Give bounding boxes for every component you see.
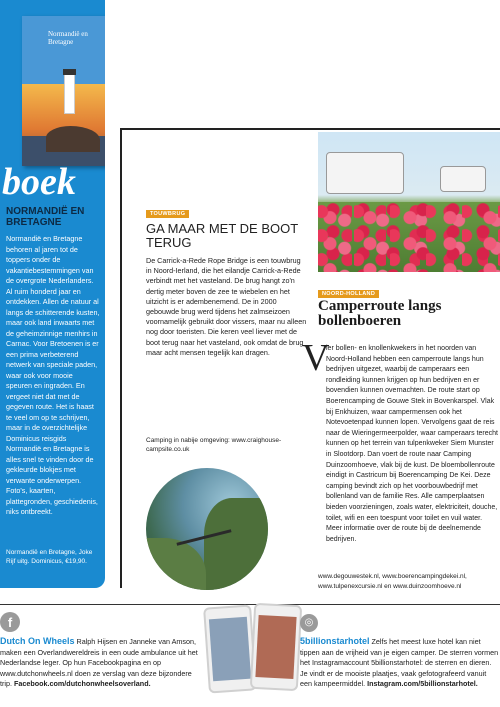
bottom-right-blurb (300, 636, 500, 690)
article-body-camper: ier bollen- en knollenkwekers in het noorden van Noord-Holland hebben een camperroute langs hun bedrijven uitgezet, waarbij de camperaars een rondleiding kunnen krijgen op hun bedrijven en er bovendien kunnen overnachten. De route start op Boerencamping de Gouwe Stek in Bovenkarspel. Vlak bij Enkhuizen, waar campermensen ook het Notevoetenpad kunnen lopen. Vervolgens gaat de reis naar de Wieringermeerpolder, waar camperaars terecht kunnen op het terrein van tulpenkweker Siem Munster in Slootdorp. Dan voert de route naar Camping Duinzoomhoeve, vlak bij de kust. De bloembollenroute eindigt in Castricum bij Boerencamping De Kei. Deze camping bevindt zich op het voorbouwbedrijf met bollenland van de familie Res. Alle camperplaatsen bieden voorzieningen, zoals water, elektriciteit, douche, toilet, wifi en een toespunt voor toilet en vuil water. Meer informatie over de route bij de deelnemende bedrijven. (326, 345, 498, 543)
bridge-photo-circle (146, 468, 268, 590)
category-tag-noord-holland: NOORD-HOLLAND (318, 290, 379, 298)
article-heading-camper: Camperroute langs bollenboeren (318, 298, 442, 329)
facebook-icon: f (0, 612, 20, 632)
frame-line-top (120, 128, 500, 130)
camper-tulip-photo (318, 132, 500, 272)
blurb-title-dutch-on-wheels: Dutch On Wheels (0, 636, 75, 646)
sidebar-heading: NORMANDIË EN BRETAGNE (6, 206, 85, 228)
book-cover (22, 16, 105, 166)
tulip-field (318, 202, 500, 272)
category-tag-touwbrug: TOUWBRUG (146, 210, 189, 218)
dropcap-letter: V (302, 337, 330, 379)
phone-mockup-right (250, 603, 302, 691)
blurb-text-5billionstarhotel: Zelfs het meest luxe hotel kan niet tippen aan de vrijheid van je eigen camper. De sterren vormen het Instagramaccount 5billionstarhotel: de sterren en dieren. Je vindt er de mooiste plaatjes, vaak gefotografeerd vanuit een kampeermiddel. (300, 637, 499, 688)
blurb-title-5billionstarhotel: 5billionstarhotel (300, 636, 370, 646)
article-info-camper: www.degouwestek.nl, www.boerencampingdekei.nl, www.tulpenexcursie.nl en www.duinzoomhoeve.nl (318, 573, 467, 590)
camper-illustration (326, 152, 404, 194)
camper-illustration-small (440, 166, 486, 192)
sidebar-body-text: Normandië en Bretagne behoren al jaren tot de toppers onder de vakantiebestemmingen van de overgrote Nederlanders. Al ruim honderd jaar en ontdekken. Allen de natuur al langs de schitterende kusten, maar ook land inwaarts met de geheimzinnige menhirs in Carnac. Voor Bretoenen is er een prima verbeterend netwerk van speciale paden, waar ook voor mooie speuren en ingraden. En vergeet niet dat met de gegeven route. Het is haast te veel om op te schrijven, maar in de overzichtelijke Dominicus reisgids Normandië en Bretagne is alles snel te vinden door de gekleurde blokjes met verwante onderwerpen. Foto's, kaarten, plattegronden, geschiedenis, niks ontbreekt. (6, 234, 100, 516)
instagram-icon: ◎ (300, 614, 318, 632)
lighthouse-illustration (64, 74, 75, 114)
article-heading-bridge: GA MAAR MET DE BOOT TERUG (146, 221, 298, 250)
article-info-bridge: Camping in nabije omgeving: www.craighouse-campsite.co.uk (146, 437, 282, 453)
article-body-bridge: De Carrick-a-Rede Rope Bridge is een touwbrug in Noord-Ierland, die het eilandje Carrick-a-Rede verbindt met het vasteland. De brug hangt zo'n dertig meter boven de zee te wiebelen en het uitzicht is er adembenemend. De in 2000 gebouwde brug werd tijdens het zalmseizoen voornamelijk gebruikt door vissers, maar nu alleen nog door toeristen. Die keren veel liever met de boot terug naar het vasteland, ook omdat de brug maar acht mensen tegelijk kan dragen. (146, 256, 307, 357)
bottom-divider (0, 604, 500, 605)
book-cover-title: Normandië en Bretagne (48, 30, 88, 46)
sidebar-book-info: Normandië en Bretagne, Joke Rijf uitg. Dominicus, €19,90. (6, 549, 93, 565)
book-sidebar (0, 0, 105, 588)
frame-line-left (120, 128, 122, 588)
section-label-boek: boek (2, 161, 76, 203)
blurb-text-dutch-on-wheels: Ralph Hijsen en Janneke van Amson, maken een Overlandwereldreis in een oude ambulance uit het Nederlandse leger. Op hun Facebookpagina en op www.dutchonwheels.nl doen ze verslag van deze bijzondere trip. (0, 637, 198, 688)
bottom-left-blurb (0, 636, 202, 690)
phone-mockup-left (203, 604, 257, 693)
blurb-link-instagram[interactable]: Instagram.com/5billionstarhotel. (367, 679, 478, 688)
blurb-link-facebook[interactable]: Facebook.com/dutchonwheelsoverland. (13, 679, 151, 688)
